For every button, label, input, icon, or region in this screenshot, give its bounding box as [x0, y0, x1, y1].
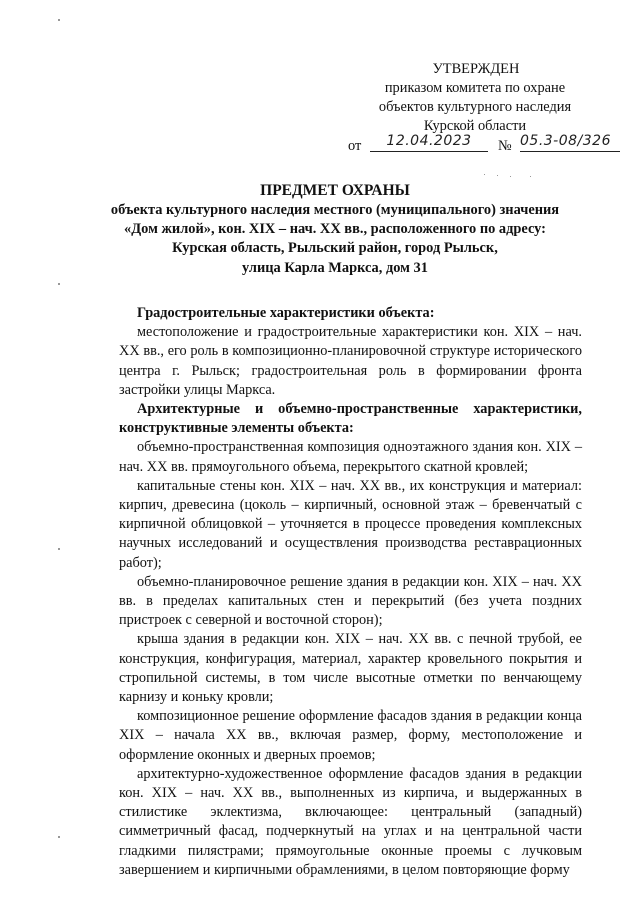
scan-speck [484, 174, 485, 175]
document-body [119, 304, 582, 880]
scan-speck [58, 836, 60, 838]
approval-line: Курской области [423, 118, 527, 134]
body-paragraph: объемно-пространственная композиция одноэтажного здания кон. XIX – нач. XX вв. прямоугольного объема, перекрытого скатной кровлей; [119, 439, 582, 475]
approval-title: УТВЕРЖДЕН [432, 61, 520, 77]
scan-speck [58, 283, 60, 285]
section-heading: Архитектурные и объемно-пространственные характеристики, конструктивные элементы объекта: [119, 401, 582, 437]
heading-title: ПРЕДМЕТ ОХРАНЫ [260, 182, 410, 199]
date-prefix: от [348, 138, 362, 154]
scan-speck [530, 176, 531, 177]
section-heading: Градостроительные характеристики объекта: [137, 305, 435, 321]
body-paragraph: капитальные стены кон. XIX – нач. XX вв., их конструкция и материал: кирпич, древесина (цоколь – кирпичный, основной этаж – бревенчатый с кирпичной облицовкой – уточняется в процессе проведения комплексных научных исследований и осуществления производства реставрационных работ); [119, 477, 582, 571]
handwritten-date: 12.04.2023 [370, 132, 488, 152]
body-paragraph: архитектурно-художественное оформление фасадов здания в редакции кон. XIX – нач. XX вв., выполненных из кирпича, и выдержанных в стилистике эклектизма, включающее: центральный (западный) симметричный фасад, подчеркнутый на углах и на центральной части гладкими пилястрами; прямоугольные оконные проемы с лучковым завершением и кирпичными обрамлениями, в целом повторяющие форму [119, 765, 582, 878]
body-paragraph: местоположение и градостроительные характеристики кон. XIX – нач. XX вв., его роль в композиционно-планировочной структуре исторического центра г. Рыльск; градостроительная роль в формировании фронта застройки улицы Маркса. [119, 324, 582, 398]
document-heading [40, 180, 630, 278]
scan-speck [497, 175, 498, 176]
approval-date-number-line [340, 133, 611, 159]
heading-line: улица Карла Маркса, дом 31 [242, 259, 428, 276]
heading-line: Курская область, Рыльский район, город Рыльск, [172, 240, 498, 257]
body-paragraph: объемно-планировочное решение здания в редакции кон. XIX – нач. XX вв. в пределах капитальных стен и перекрытий (без учета поздних пристроек с северной и восточной сторон); [119, 573, 582, 629]
body-paragraph: крыша здания в редакции кон. XIX – нач. XX вв. с печной трубой, ее конструкция, конфигурация, материал, характер кровельного покрытия и стропильной системы, в том числе высотные отметки по венчающему карнизу и коньку кровли; [119, 631, 582, 706]
approval-line: объектов культурного наследия [378, 99, 572, 115]
number-prefix: № [498, 138, 512, 154]
scan-speck [58, 19, 60, 21]
scan-speck [58, 548, 60, 550]
approval-block [340, 60, 610, 159]
heading-line: «Дом жилой», кон. XIX – нач. XX вв., расположенного по адресу: [124, 221, 546, 238]
approval-line: приказом комитета по охране [384, 80, 566, 96]
scan-speck [510, 176, 511, 177]
heading-line: объекта культурного наследия местного (муниципального) значения [110, 202, 560, 218]
body-paragraph: композиционное решение оформление фасадов здания в редакции конца XIX – начала XX вв., включая размер, форму, местоположение и оформление оконных и дверных проемов; [119, 708, 582, 763]
handwritten-order-number: 05.3-08/326 [520, 132, 620, 152]
